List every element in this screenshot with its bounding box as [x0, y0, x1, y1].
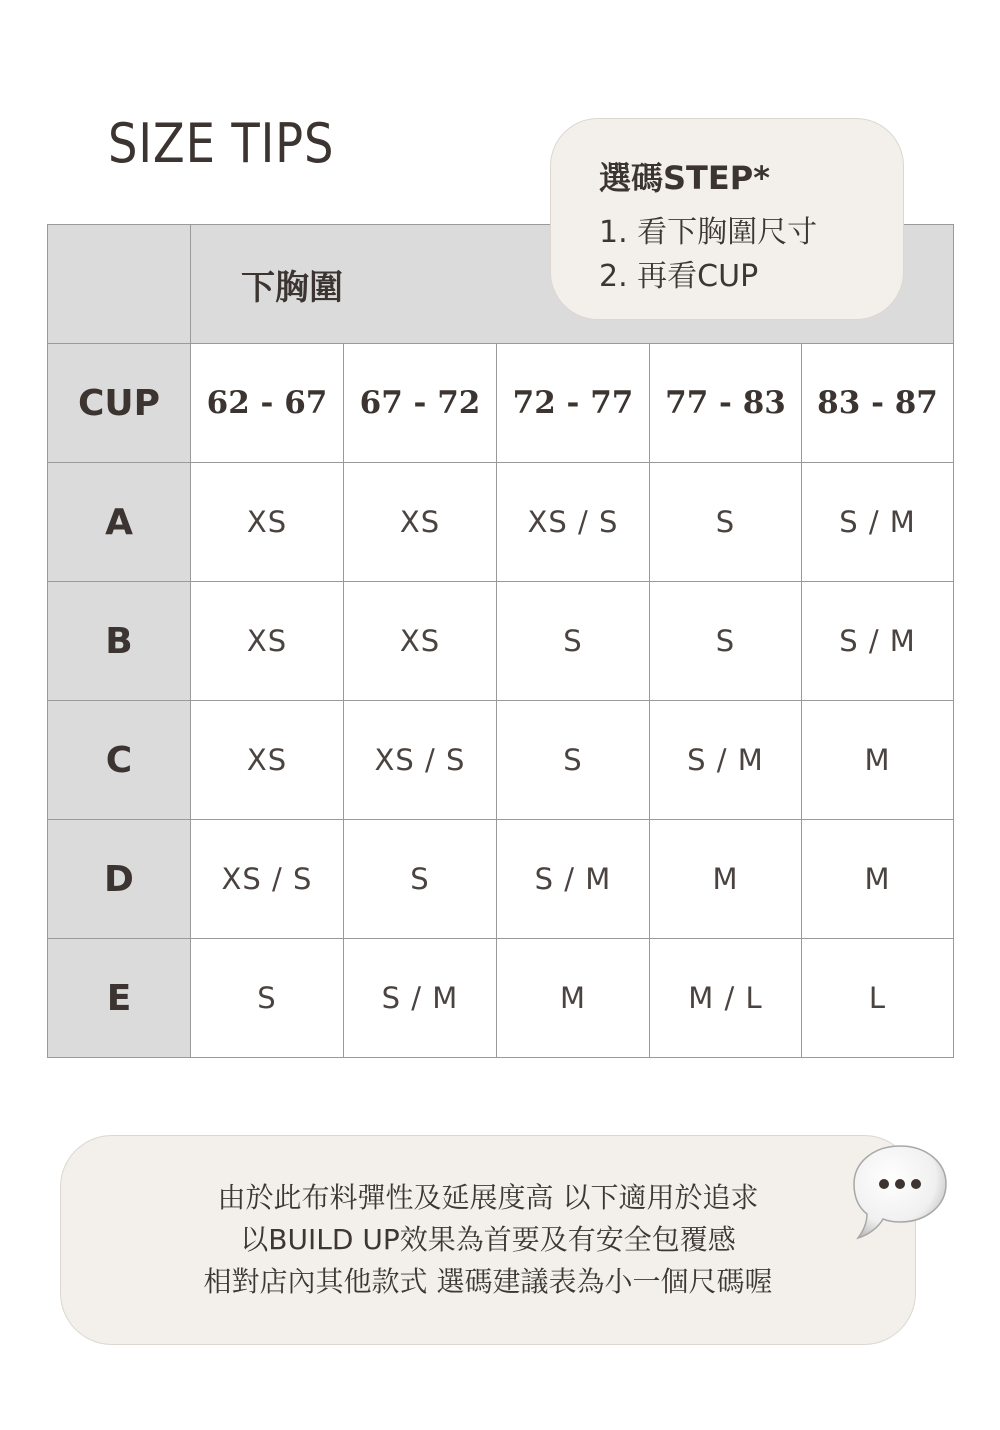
size-cell: S / M: [344, 939, 497, 1058]
size-table: [47, 224, 954, 1058]
size-cell: S: [497, 701, 650, 820]
table-row: [48, 939, 954, 1058]
size-cell: M: [802, 820, 954, 939]
step-title: 選碼STEP*: [599, 159, 770, 197]
range-cell: 72 - 77: [497, 344, 650, 463]
size-cell: XS: [344, 582, 497, 701]
size-cell: S: [650, 463, 802, 582]
size-cell: XS: [344, 463, 497, 582]
size-cell: M: [802, 701, 954, 820]
step-line: 2. 再看CUP: [599, 259, 759, 294]
range-row: [48, 344, 954, 463]
cup-label: D: [48, 820, 191, 939]
size-cell: S / M: [802, 463, 954, 582]
cup-label: E: [48, 939, 191, 1058]
table-row: [48, 582, 954, 701]
size-cell: S / M: [802, 582, 954, 701]
size-cell: XS: [191, 701, 344, 820]
range-cell: 83 - 87: [802, 344, 954, 463]
speech-bubble-ellipsis-icon: [850, 1142, 950, 1242]
table-row: [48, 820, 954, 939]
cup-label: C: [48, 701, 191, 820]
step-line: 1. 看下胸圍尺寸: [599, 215, 818, 250]
size-cell: XS / S: [344, 701, 497, 820]
size-cell: L: [802, 939, 954, 1058]
table-row: [48, 463, 954, 582]
note-line: 以BUILD UP效果為首要及有安全包覆感: [240, 1223, 736, 1256]
size-cell: M / L: [650, 939, 802, 1058]
size-cell: S / M: [497, 820, 650, 939]
step-box: [550, 118, 904, 320]
table-row: [48, 701, 954, 820]
size-cell: XS / S: [497, 463, 650, 582]
note-line: 相對店內其他款式 選碼建議表為小一個尺碼喔: [203, 1265, 773, 1298]
note-line: 由於此布料彈性及延展度高 以下適用於追求: [217, 1181, 759, 1214]
size-cell: S: [650, 582, 802, 701]
page-title: SIZE TIPS: [108, 112, 335, 175]
size-cell: M: [650, 820, 802, 939]
cup-label: B: [48, 582, 191, 701]
range-cell: 62 - 67: [191, 344, 344, 463]
note-box: [60, 1135, 916, 1345]
size-cell: XS: [191, 582, 344, 701]
size-cell: S: [344, 820, 497, 939]
range-cell: 67 - 72: [344, 344, 497, 463]
corner-cell: [48, 225, 191, 344]
size-cell: S: [191, 939, 344, 1058]
size-cell: XS: [191, 463, 344, 582]
size-cell: XS / S: [191, 820, 344, 939]
size-cell: M: [497, 939, 650, 1058]
cup-header: CUP: [48, 344, 191, 463]
size-cell: S: [497, 582, 650, 701]
size-cell: S / M: [650, 701, 802, 820]
range-cell: 77 - 83: [650, 344, 802, 463]
under-bust-header: 下胸圍: [191, 225, 954, 344]
cup-label: A: [48, 463, 191, 582]
